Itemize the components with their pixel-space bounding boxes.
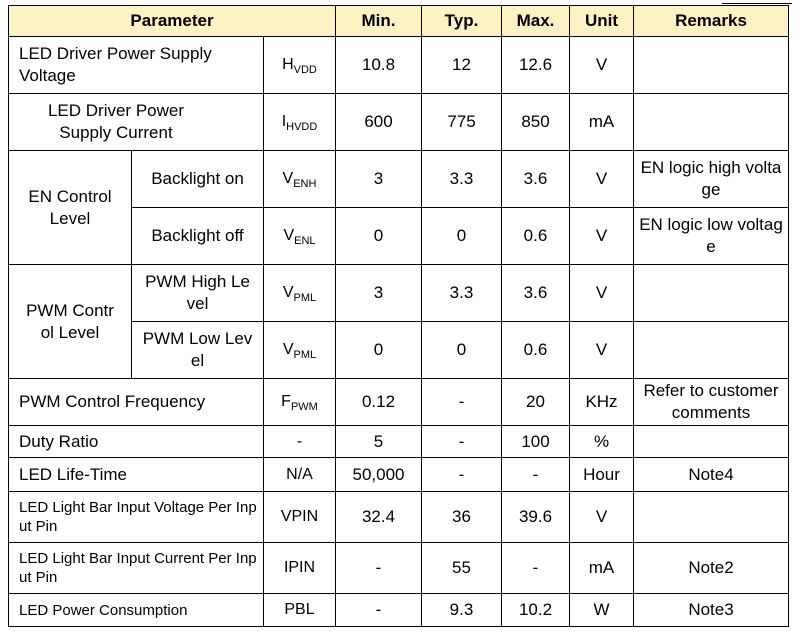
param-cell: LED Power Consumption bbox=[9, 594, 264, 627]
min-cell: 0 bbox=[336, 208, 422, 265]
group-cell-pwm-control: PWM Control Level bbox=[9, 265, 132, 379]
remarks-cell: EN logic low voltage bbox=[634, 208, 789, 265]
min-cell: 3 bbox=[336, 265, 422, 322]
unit-cell: KHz bbox=[570, 379, 634, 426]
unit-cell: V bbox=[570, 208, 634, 265]
remarks-cell: EN logic high voltage bbox=[634, 151, 789, 208]
max-cell: - bbox=[502, 458, 570, 492]
remarks-cell: Note3 bbox=[634, 594, 789, 627]
spec-table-container bbox=[8, 5, 789, 627]
header-typ: Typ. bbox=[422, 6, 502, 37]
header-max: Max. bbox=[502, 6, 570, 37]
header-unit: Unit bbox=[570, 6, 634, 37]
led-driver-spec-table bbox=[8, 5, 789, 627]
param-cell: LED Light Bar Input Current Per Input Pin bbox=[9, 543, 264, 594]
remarks-cell: Note4 bbox=[634, 458, 789, 492]
unit-cell: Hour bbox=[570, 458, 634, 492]
unit-cell: % bbox=[570, 426, 634, 458]
symbol-cell: $I_{HVDD}$ bbox=[264, 94, 336, 151]
typ-cell: 3.3 bbox=[422, 265, 502, 322]
max-cell: 20 bbox=[502, 379, 570, 426]
param-cell: PWM Low Level bbox=[132, 322, 264, 379]
param-cell: PWM High Level bbox=[132, 265, 264, 322]
symbol-cell: - bbox=[264, 426, 336, 458]
param-cell: Backlight on bbox=[132, 151, 264, 208]
param-cell: LED Driver Power Supply Voltage bbox=[9, 37, 264, 94]
table-row bbox=[9, 151, 789, 208]
typ-cell: 0 bbox=[422, 208, 502, 265]
symbol-cell: PBL bbox=[264, 594, 336, 627]
symbol-cell: IPIN bbox=[264, 543, 336, 594]
unit-cell: V bbox=[570, 151, 634, 208]
table-row bbox=[9, 426, 789, 458]
typ-cell: 3.3 bbox=[422, 151, 502, 208]
unit-cell: V bbox=[570, 37, 634, 94]
symbol-cell: VPIN bbox=[264, 492, 336, 543]
param-cell: Duty Ratio bbox=[9, 426, 264, 458]
table-row bbox=[9, 379, 789, 426]
min-cell: 10.8 bbox=[336, 37, 422, 94]
symbol-cell: $V_{PML}$ bbox=[264, 322, 336, 379]
param-cell: LED Life-Time bbox=[9, 458, 264, 492]
param-cell: Backlight off bbox=[132, 208, 264, 265]
header-row bbox=[9, 6, 789, 37]
unit-cell: W bbox=[570, 594, 634, 627]
typ-cell: 55 bbox=[422, 543, 502, 594]
remarks-cell bbox=[634, 426, 789, 458]
table-row bbox=[9, 94, 789, 151]
typ-cell: - bbox=[422, 426, 502, 458]
max-cell: 0.6 bbox=[502, 208, 570, 265]
table-row bbox=[9, 594, 789, 627]
header-remarks: Remarks bbox=[634, 6, 789, 37]
symbol-cell: $V_{ENH}$ bbox=[264, 151, 336, 208]
remarks-cell bbox=[634, 37, 789, 94]
unit-cell: V bbox=[570, 322, 634, 379]
remarks-cell bbox=[634, 492, 789, 543]
min-cell: 600 bbox=[336, 94, 422, 151]
unit-cell: V bbox=[570, 492, 634, 543]
typ-cell: 775 bbox=[422, 94, 502, 151]
unit-cell: mA bbox=[570, 94, 634, 151]
header-min: Min. bbox=[336, 6, 422, 37]
table-row bbox=[9, 37, 789, 94]
param-cell: PWM Control Frequency bbox=[9, 379, 264, 426]
symbol-cell: $F_{PWM}$ bbox=[264, 379, 336, 426]
typ-cell: 0 bbox=[422, 322, 502, 379]
header-parameter: Parameter bbox=[9, 6, 336, 37]
min-cell: 50,000 bbox=[336, 458, 422, 492]
max-cell: 39.6 bbox=[502, 492, 570, 543]
max-cell: 12.6 bbox=[502, 37, 570, 94]
typ-cell: - bbox=[422, 379, 502, 426]
min-cell: 3 bbox=[336, 151, 422, 208]
max-cell: - bbox=[502, 543, 570, 594]
group-cell-en-control: EN Control Level bbox=[9, 151, 132, 265]
symbol-cell: $V_{PML}$ bbox=[264, 265, 336, 322]
param-cell: LED Light Bar Input Voltage Per Input Pin bbox=[9, 492, 264, 543]
max-cell: 3.6 bbox=[502, 265, 570, 322]
table-row bbox=[9, 458, 789, 492]
max-cell: 10.2 bbox=[502, 594, 570, 627]
min-cell: - bbox=[336, 543, 422, 594]
symbol-cell: $V_{ENL}$ bbox=[264, 208, 336, 265]
remarks-cell: Refer to customer comments bbox=[634, 379, 789, 426]
remarks-cell: Note2 bbox=[634, 543, 789, 594]
min-cell: - bbox=[336, 594, 422, 627]
typ-cell: 9.3 bbox=[422, 594, 502, 627]
min-cell: 0.12 bbox=[336, 379, 422, 426]
max-cell: 850 bbox=[502, 94, 570, 151]
top-decoration-line bbox=[722, 3, 792, 4]
min-cell: 0 bbox=[336, 322, 422, 379]
param-cell: LED Driver Power Supply Current bbox=[9, 94, 264, 151]
max-cell: 0.6 bbox=[502, 322, 570, 379]
typ-cell: 12 bbox=[422, 37, 502, 94]
max-cell: 3.6 bbox=[502, 151, 570, 208]
typ-cell: - bbox=[422, 458, 502, 492]
symbol-cell: N/A bbox=[264, 458, 336, 492]
table-row bbox=[9, 492, 789, 543]
max-cell: 100 bbox=[502, 426, 570, 458]
remarks-cell bbox=[634, 94, 789, 151]
table-row bbox=[9, 265, 789, 322]
typ-cell: 36 bbox=[422, 492, 502, 543]
symbol-cell: $H_{VDD}$ bbox=[264, 37, 336, 94]
remarks-cell bbox=[634, 265, 789, 322]
table-row bbox=[9, 543, 789, 594]
unit-cell: mA bbox=[570, 543, 634, 594]
remarks-cell bbox=[634, 322, 789, 379]
min-cell: 32.4 bbox=[336, 492, 422, 543]
unit-cell: V bbox=[570, 265, 634, 322]
min-cell: 5 bbox=[336, 426, 422, 458]
